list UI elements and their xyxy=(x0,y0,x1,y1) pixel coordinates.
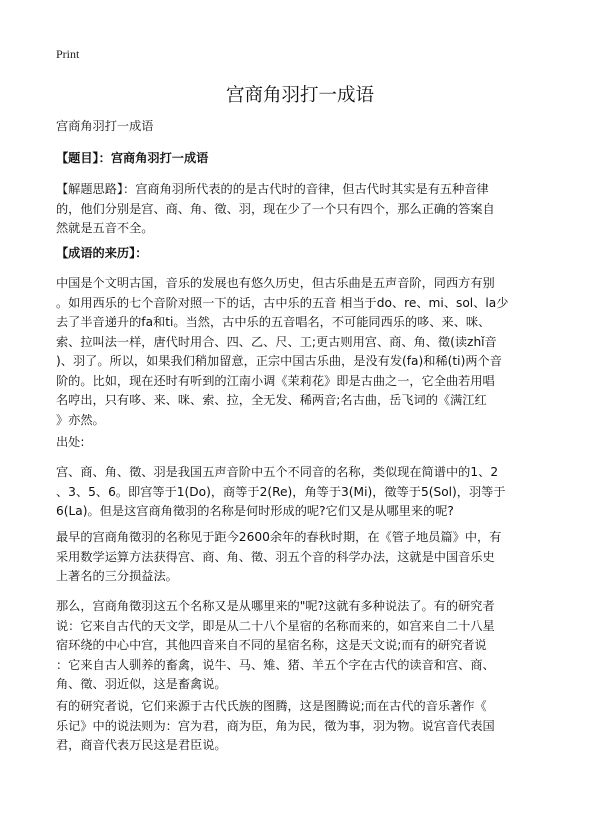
text-line: 有的研究者说，它们来源于古代氏族的图腾，这是图腾说;而在古代的音乐著作《 xyxy=(56,699,487,713)
text-line: 。如用西乐的七个音阶对照一下的话，古中乐的五音 相当于do、re、mi、sol、la少 xyxy=(56,295,509,310)
text-line: 【解题思路】：宫商角羽所代表的的是古代时的音律，但古代时其实是有五种音律 xyxy=(56,182,489,196)
source-label: 出处: xyxy=(56,435,85,449)
analysis-paragraph xyxy=(56,180,548,239)
text-line: 那么，宫商角徵羽这五个名称又是从哪里来的"呢?这就有多种说法了。有的研究者 xyxy=(56,599,495,613)
origin-paragraph xyxy=(56,274,548,430)
text-line: 角、徵、羽近似，这是畜禽说。 xyxy=(56,677,227,691)
text-line: 索、拉叫法一样，唐代时用合、四、乙、尺、工;更古则用宫、商、角、徵(读zhǐ音 xyxy=(56,334,497,349)
text-line: 最早的宫商角徵羽的名称见于距今2600余年的春秋时期，在《管子地员篇》中，有 xyxy=(56,530,502,544)
text-line: 中国是个文明古国，音乐的发展也有悠久历史，但古乐曲是五声音阶，同西方有别 xyxy=(56,276,495,290)
text-line: 名哼出，只有哆、来、咪、索、拉，全无发、稀两音;名古曲，岳飞词的《满江红 xyxy=(56,393,487,407)
text-line: 上著名的三分损益法。 xyxy=(56,569,178,583)
subtitle: 宫商角羽打一成语 xyxy=(56,119,154,133)
text-line: 说：它来自古代的天文学，即是从二十八个星宿的名称而来的，如宫来自二十八星 xyxy=(56,618,495,633)
paragraph-4 xyxy=(56,697,548,756)
print-link[interactable]: Print xyxy=(56,47,80,61)
text-line: 采用数学运算方法获得宫、商、角、徵、羽五个音的科学办法，这就是中国音乐史 xyxy=(56,549,495,564)
text-line: 然就是五音不全。 xyxy=(56,221,154,235)
text-line: )、羽了。所以，如果我们稍加留意，正宗中国古乐曲，是没有发(fa)和稀(ti)两个音 xyxy=(56,354,502,368)
paragraph-3 xyxy=(56,597,548,695)
text-line: 6(La)。但是这宫商角徵羽的名称是何时形成的呢?它们又是从哪里来的呢? xyxy=(56,504,454,518)
text-line: 阶的。比如，现在还时有听到的江南小调《茉莉花》即是古曲之一，它全曲若用唱 xyxy=(56,373,495,388)
text-line: 乐记》中的说法则为：宫为君，商为臣，角为民，徵为事，羽为物。说宫音代表国 xyxy=(56,718,495,733)
paragraph-1 xyxy=(56,463,548,522)
text-line: 、3、5、6。即宫等于1(Do)，商等于2(Re)，角等于3(Mi)，徵等于5(Sol)，羽等于 xyxy=(56,484,506,499)
paragraph-2 xyxy=(56,528,548,587)
text-line: 君，商音代表万民这是君臣说。 xyxy=(56,738,227,752)
text-line: ：它来自古人驯养的畜禽，说牛、马、雉、猪、羊五个字在古代的读音和宫、商、 xyxy=(56,657,495,672)
text-line: 宿环绕的中心中宫，其他四音来自不同的星宿名称，这是天文说;而有的研究者说 xyxy=(56,638,487,652)
page-title: 宫商角羽打一成语 xyxy=(225,85,374,106)
text-line: 去了半音递升的fa和ti。当然，古中乐的五音唱名，不可能同西乐的哆、来、咪、 xyxy=(56,315,491,329)
text-line: 的，他们分别是宫、商、角、徵、羽，现在少了一个只有四个，那么正确的答案自 xyxy=(56,201,495,216)
origin-label: 【成语的来历】： xyxy=(56,246,148,260)
text-line: 宫、商、角、徵、羽是我国五声音阶中五个不同音的名称，类似现在简谱中的1、2 xyxy=(56,465,499,479)
text-line: 》亦然。 xyxy=(56,412,105,427)
question-label: 【题目】：宫商角羽打一成语 xyxy=(56,151,209,165)
